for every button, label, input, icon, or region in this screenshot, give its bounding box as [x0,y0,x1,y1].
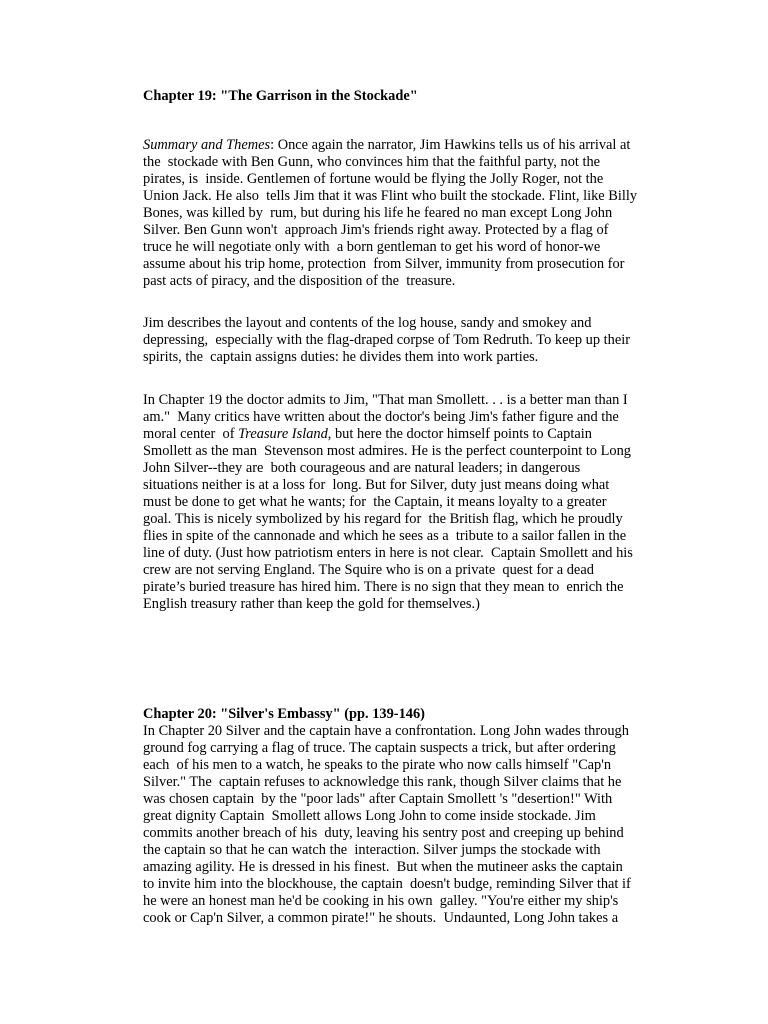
paragraph-line: the captain so that he can watch the interaction. Silver jumps the stockade with [143,842,601,858]
chapter-20-title: Chapter 20: "Silver's Embassy" (pp. 139-146) [143,706,425,722]
paragraph-line: must be done to get what he wants; for the Captain, it means loyalty to a greater [143,494,607,510]
chapter-19-title: Chapter 19: "The Garrison in the Stockade" [143,88,418,104]
summary-label: Summary and Themes [143,137,271,153]
paragraph-line: Silver." The captain refuses to acknowledge this rank, though Silver claims that he [143,774,622,790]
paragraph-line: was chosen captain by the "poor lads" after Captain Smollett 's "desertion!" With [143,791,613,807]
paragraph-line: Union Jack. He also tells Jim that it was Flint who built the stockade. Flint, like Billy [143,188,638,204]
paragraph-line: truce he will negotiate only with a born gentleman to get his word of honor-we [143,239,601,255]
paragraph-line: line of duty. (Just how patriotism enters in here is not clear. Captain Smollett and his [143,545,633,561]
paragraph-line: situations neither is at a loss for long. But for Silver, duty just means doing what [143,477,610,493]
paragraph-line: In Chapter 20 Silver and the captain have a confrontation. Long John wades through [143,723,629,739]
paragraph-line: goal. This is nicely symbolized by his regard for the British flag, which he proudly [143,511,623,527]
paragraph-line: Silver. Ben Gunn won't approach Jim's friends right away. Protected by a flag of [143,222,609,238]
book-title: Treasure Island [238,426,328,442]
paragraph-line: Jim describes the layout and contents of the log house, sandy and smokey and [143,315,592,331]
paragraph-line: commits another breach of his duty, leaving his sentry post and creeping up behind [143,825,624,841]
paragraph-line: Smollett as the man Stevenson most admires. He is the perfect counterpoint to Long [143,443,631,459]
paragraph-line [143,137,673,154]
text-run: moral center of [143,426,239,442]
paragraph-line: am." Many critics have written about the doctor's being Jim's father figure and the [143,409,619,425]
paragraph-line: flies in spite of the cannonade and which he sees as a tribute to a sailor fallen in the [143,528,627,544]
paragraph-line: cook or Cap'n Silver, a common pirate!" he shouts. Undaunted, Long John takes a [143,910,619,926]
paragraph-line: great dignity Captain Smollett allows Long John to come inside stockade. Jim [143,808,596,824]
paragraph-line: past acts of piracy, and the disposition of the treasure. [143,273,456,289]
paragraph-line: pirates, is inside. Gentlemen of fortune would be flying the Jolly Roger, not the [143,171,604,187]
paragraph-line: In Chapter 19 the doctor admits to Jim, "That man Smollett. . . is a better man than I [143,392,628,408]
paragraph-line [143,426,673,443]
chapter-20-section [143,706,673,927]
paragraph-line: pirate’s buried treasure has hired him. There is no sign that they mean to enrich the [143,579,624,595]
paragraph-line: amazing agility. He is dressed in his finest. But when the mutineer asks the captain [143,859,623,875]
paragraph-line: ground fog carrying a flag of truce. The captain suspects a trick, but after ordering [143,740,616,756]
text-run: , but here the doctor himself points to Captain [327,426,592,442]
paragraph-line: Bones, was killed by rum, but during his life he feared no man except Long John [143,205,613,221]
paragraph-line: John Silver--they are both courageous and are natural leaders; in dangerous [143,460,581,476]
chapter-19-summary-paragraph [143,137,673,290]
paragraph-line: each of his men to a watch, he speaks to the pirate who now calls himself "Cap'n [143,757,612,773]
chapter-19-heading [143,88,673,105]
paragraph-line: English treasury rather than keep the gold for themselves.) [143,596,480,612]
chapter-19-layout-paragraph [143,315,673,366]
paragraph-line: spirits, the captain assigns duties: he divides them into work parties. [143,349,539,365]
paragraph-line: he were an honest man he'd be cooking in his own galley. "You're either my ship's [143,893,619,909]
paragraph-line: the stockade with Ben Gunn, who convinces him that the faithful party, not the [143,154,601,170]
paragraph-line: to invite him into the blockhouse, the captain doesn't budge, reminding Silver that if [143,876,631,892]
paragraph-line: depressing, especially with the flag-draped corpse of Tom Redruth. To keep up their [143,332,630,348]
paragraph-line: crew are not serving England. The Squire who is on a private quest for a dead [143,562,594,578]
chapter-19-analysis-paragraph [143,392,673,613]
paragraph-line: assume about his trip home, protection from Silver, immunity from prosecution for [143,256,625,272]
summary-lead-text: : Once again the narrator, Jim Hawkins tells us of his arrival at [270,137,631,153]
